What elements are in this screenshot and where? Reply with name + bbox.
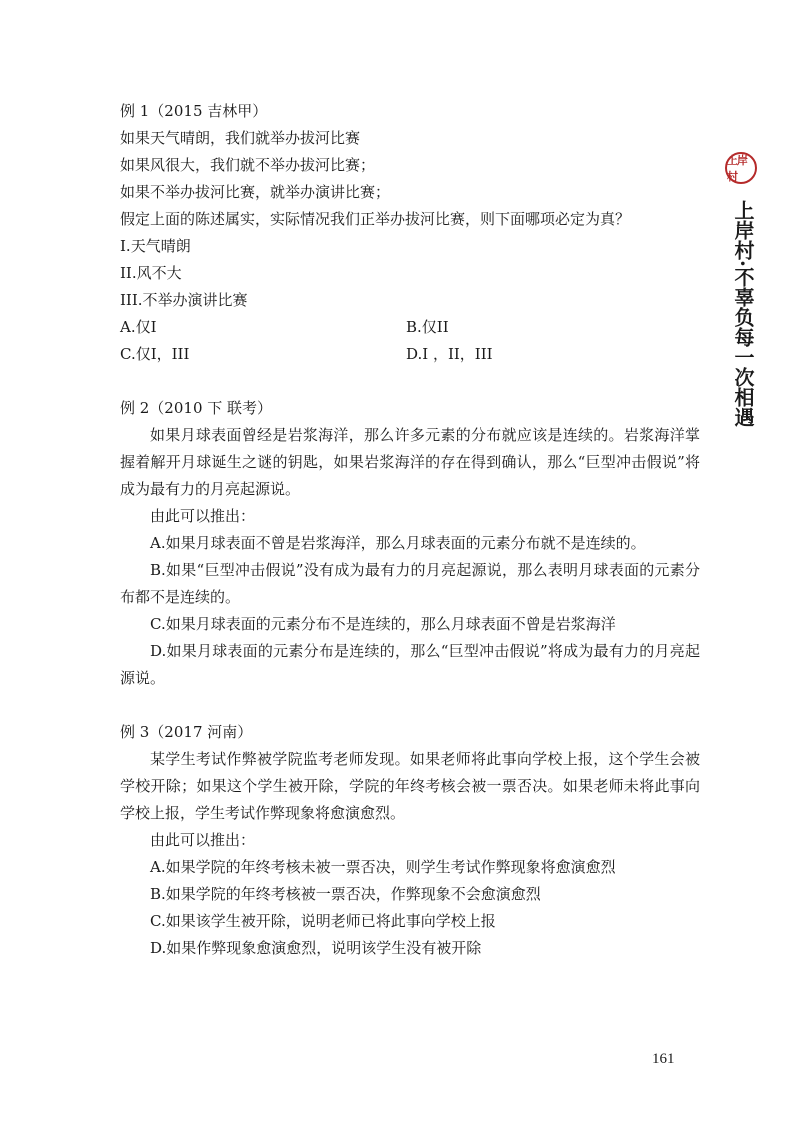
brand-slogan: 上岸村·不辜负每一次相遇 bbox=[731, 200, 755, 427]
example-1-title: 例 1（2015 吉林甲） bbox=[120, 102, 268, 120]
example-3-passage: 某学生考试作弊被学院监考老师发现。如果老师将此事向学校上报，这个学生会被学校开除；如果这个学生被开除，学院的年终考核会被一票否决。如果老师未将此事向学校上报，学生考试作弊现象将愈演愈烈。 bbox=[120, 750, 700, 822]
example-2-passage: 如果月球表面曾经是岩浆海洋，那么许多元素的分布就应该是连续的。岩浆海洋掌握着解开月球诞生之谜的钥匙，如果岩浆海洋的存在得到确认，那么“巨型冲击假说”将成为最有力的月亮起源说。 bbox=[120, 426, 700, 498]
example-1-premise-2: 如果风很大，我们就不举办拔河比赛； bbox=[120, 156, 376, 174]
example-1-statement-ii: II.风不大 bbox=[120, 264, 182, 282]
example-1-statement-iii: III.不举办演讲比赛 bbox=[120, 291, 248, 309]
example-3-option-a: A.如果学院的年终考核未被一票否决，则学生考试作弊现象将愈演愈烈 bbox=[150, 858, 616, 876]
example-1-options-row bbox=[120, 341, 700, 368]
example-1-option-c: C.仅I，III bbox=[120, 345, 190, 363]
example-1-statement-i: I.天气晴朗 bbox=[120, 237, 191, 255]
example-3-title: 例 3（2017 河南） bbox=[120, 723, 253, 741]
example-3-option-b: B.如果学院的年终考核被一票否决，作弊现象不会愈演愈烈 bbox=[150, 885, 541, 903]
example-1-question: 假定上面的陈述属实，实际情况我们正举办拔河比赛，则下面哪项必定为真？ bbox=[120, 210, 631, 228]
brand-seal-logo bbox=[725, 152, 757, 184]
example-2-option-d: D.如果月球表面的元素分布是连续的，那么“巨型冲击假说”将成为最有力的月亮起源说。 bbox=[120, 642, 700, 687]
brand-seal-text: 上岸村 bbox=[727, 154, 747, 183]
example-1-premise-1: 如果天气晴朗，我们就举办拔河比赛 bbox=[120, 129, 361, 147]
example-1-premise-3: 如果不举办拔河比赛，就举办演讲比赛； bbox=[120, 183, 391, 201]
example-2-option-c: C.如果月球表面的元素分布不是连续的，那么月球表面不曾是岩浆海洋 bbox=[150, 615, 616, 633]
page-content bbox=[120, 98, 700, 962]
example-1-options-row bbox=[120, 314, 700, 341]
example-2-title: 例 2（2010 下 联考） bbox=[120, 399, 273, 417]
example-2-prompt: 由此可以推出： bbox=[150, 507, 256, 525]
page-number: 161 bbox=[652, 1051, 675, 1067]
example-1-option-d: D.I ，II，III bbox=[406, 345, 493, 363]
example-3-option-c: C.如果该学生被开除，说明老师已将此事向学校上报 bbox=[150, 912, 496, 930]
example-3-prompt: 由此可以推出： bbox=[150, 831, 256, 849]
example-1-option-a: A.仅I bbox=[120, 318, 157, 336]
example-2-option-b: B.如果“巨型冲击假说”没有成为最有力的月亮起源说，那么表明月球表面的元素分布都不是连续的。 bbox=[120, 561, 700, 606]
example-2-option-a: A.如果月球表面不曾是岩浆海洋，那么月球表面的元素分布就不是连续的。 bbox=[150, 534, 646, 552]
example-1-option-b: B.仅II bbox=[406, 318, 449, 336]
example-3-option-d: D.如果作弊现象愈演愈烈，说明该学生没有被开除 bbox=[150, 939, 482, 957]
